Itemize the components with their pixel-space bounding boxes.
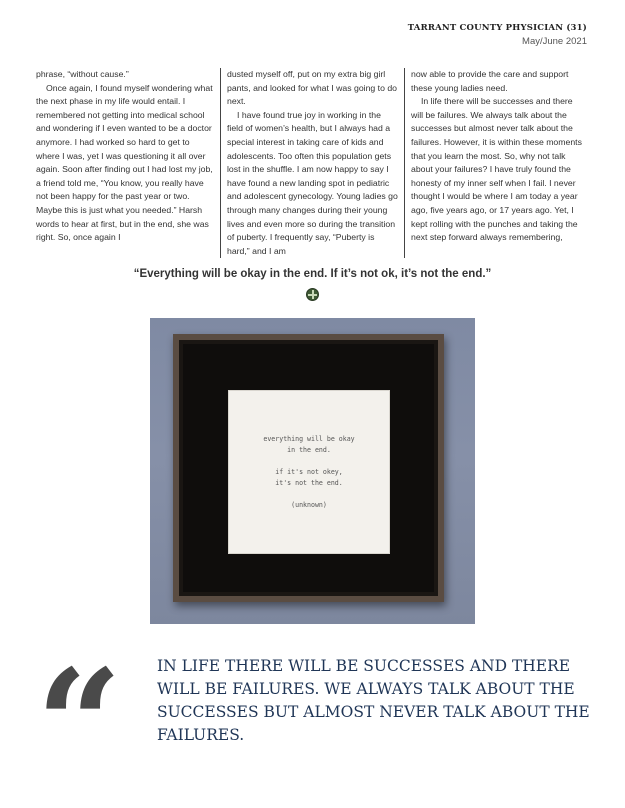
callout-quote: IN LIFE THERE WILL BE SUCCESSES AND THERE WILL BE FAILURES. WE ALWAYS TALK ABOUT THE SUCCESSES BUT ALMOST NEVER TALK ABOUT THE FAILURES. (157, 657, 590, 744)
article-column-2 (220, 68, 404, 258)
paragraph: I have found true joy in working in the field of women’s health, but I always had a special interest in taking care of kids and adolescents. Too often this population gets lost in the shuffle. I am now happy to say I have found a new landing spot in pediatric and adolescent gynecology. Young ladies go through many changes during their young lives and even more so during the transition of puberty. I frequently say, “Puberty is hard,” and I am (227, 109, 398, 256)
paragraph: In life there will be successes and there will be failures. We always talk about the successes but almost never talk about the failures. However, it is within these moments that you learn the most. So, why not talk about your failures? I have truly found the honesty of my inner self when I fail. I never thought I would be where I am today a year ago, five years ago, or 17 years ago. Yet, I kept rolling with the punches and taking the next step forward always remembering, (411, 96, 582, 243)
paragraph: Once again, I found myself wondering what the next phase in my life would entail. I remembered not getting into medical school and wondering if I even wanted to be a doctor anymore. I had worked so hard to get to where I was, yet I was questioning it all over again. Soon after finding out I had lost my job, a friend told me, “You know, you really have not been happy for the past year or two. Maybe this is just what you needed.” Harsh words to hear at first, but in the end, she was right. So, once again I (36, 82, 213, 243)
paragraph: now able to provide the care and support these young ladies need. (411, 69, 569, 93)
medical-emblem-icon (306, 288, 319, 301)
card-line: everything will be okay (263, 434, 355, 443)
framed-quote-photo (150, 318, 475, 624)
paragraph: dusted myself off, put on my extra big girl pants, and looked for what I was going to do next. (227, 69, 398, 107)
publication-title: TARRANT COUNTY PHYSICIAN (31) (407, 23, 587, 33)
issue-date: May/June 2021 (522, 36, 587, 47)
page-header (408, 23, 587, 47)
card-line: in the end. (287, 445, 331, 454)
card-attribution: (unknown) (291, 500, 327, 509)
card-line: if it's not okey, (275, 467, 343, 476)
article-columns (36, 68, 589, 258)
article-column-3 (404, 68, 588, 258)
article-column-1 (36, 68, 220, 258)
card-line: it's not the end. (275, 478, 343, 487)
picture-frame (173, 334, 444, 602)
quote-card (228, 390, 390, 554)
pull-quote: “Everything will be okay in the end. If it’s not ok, it’s not the end.” (133, 268, 492, 280)
paragraph: phrase, “without cause.” (36, 69, 129, 79)
quote-mark-icon: “ (36, 650, 105, 750)
